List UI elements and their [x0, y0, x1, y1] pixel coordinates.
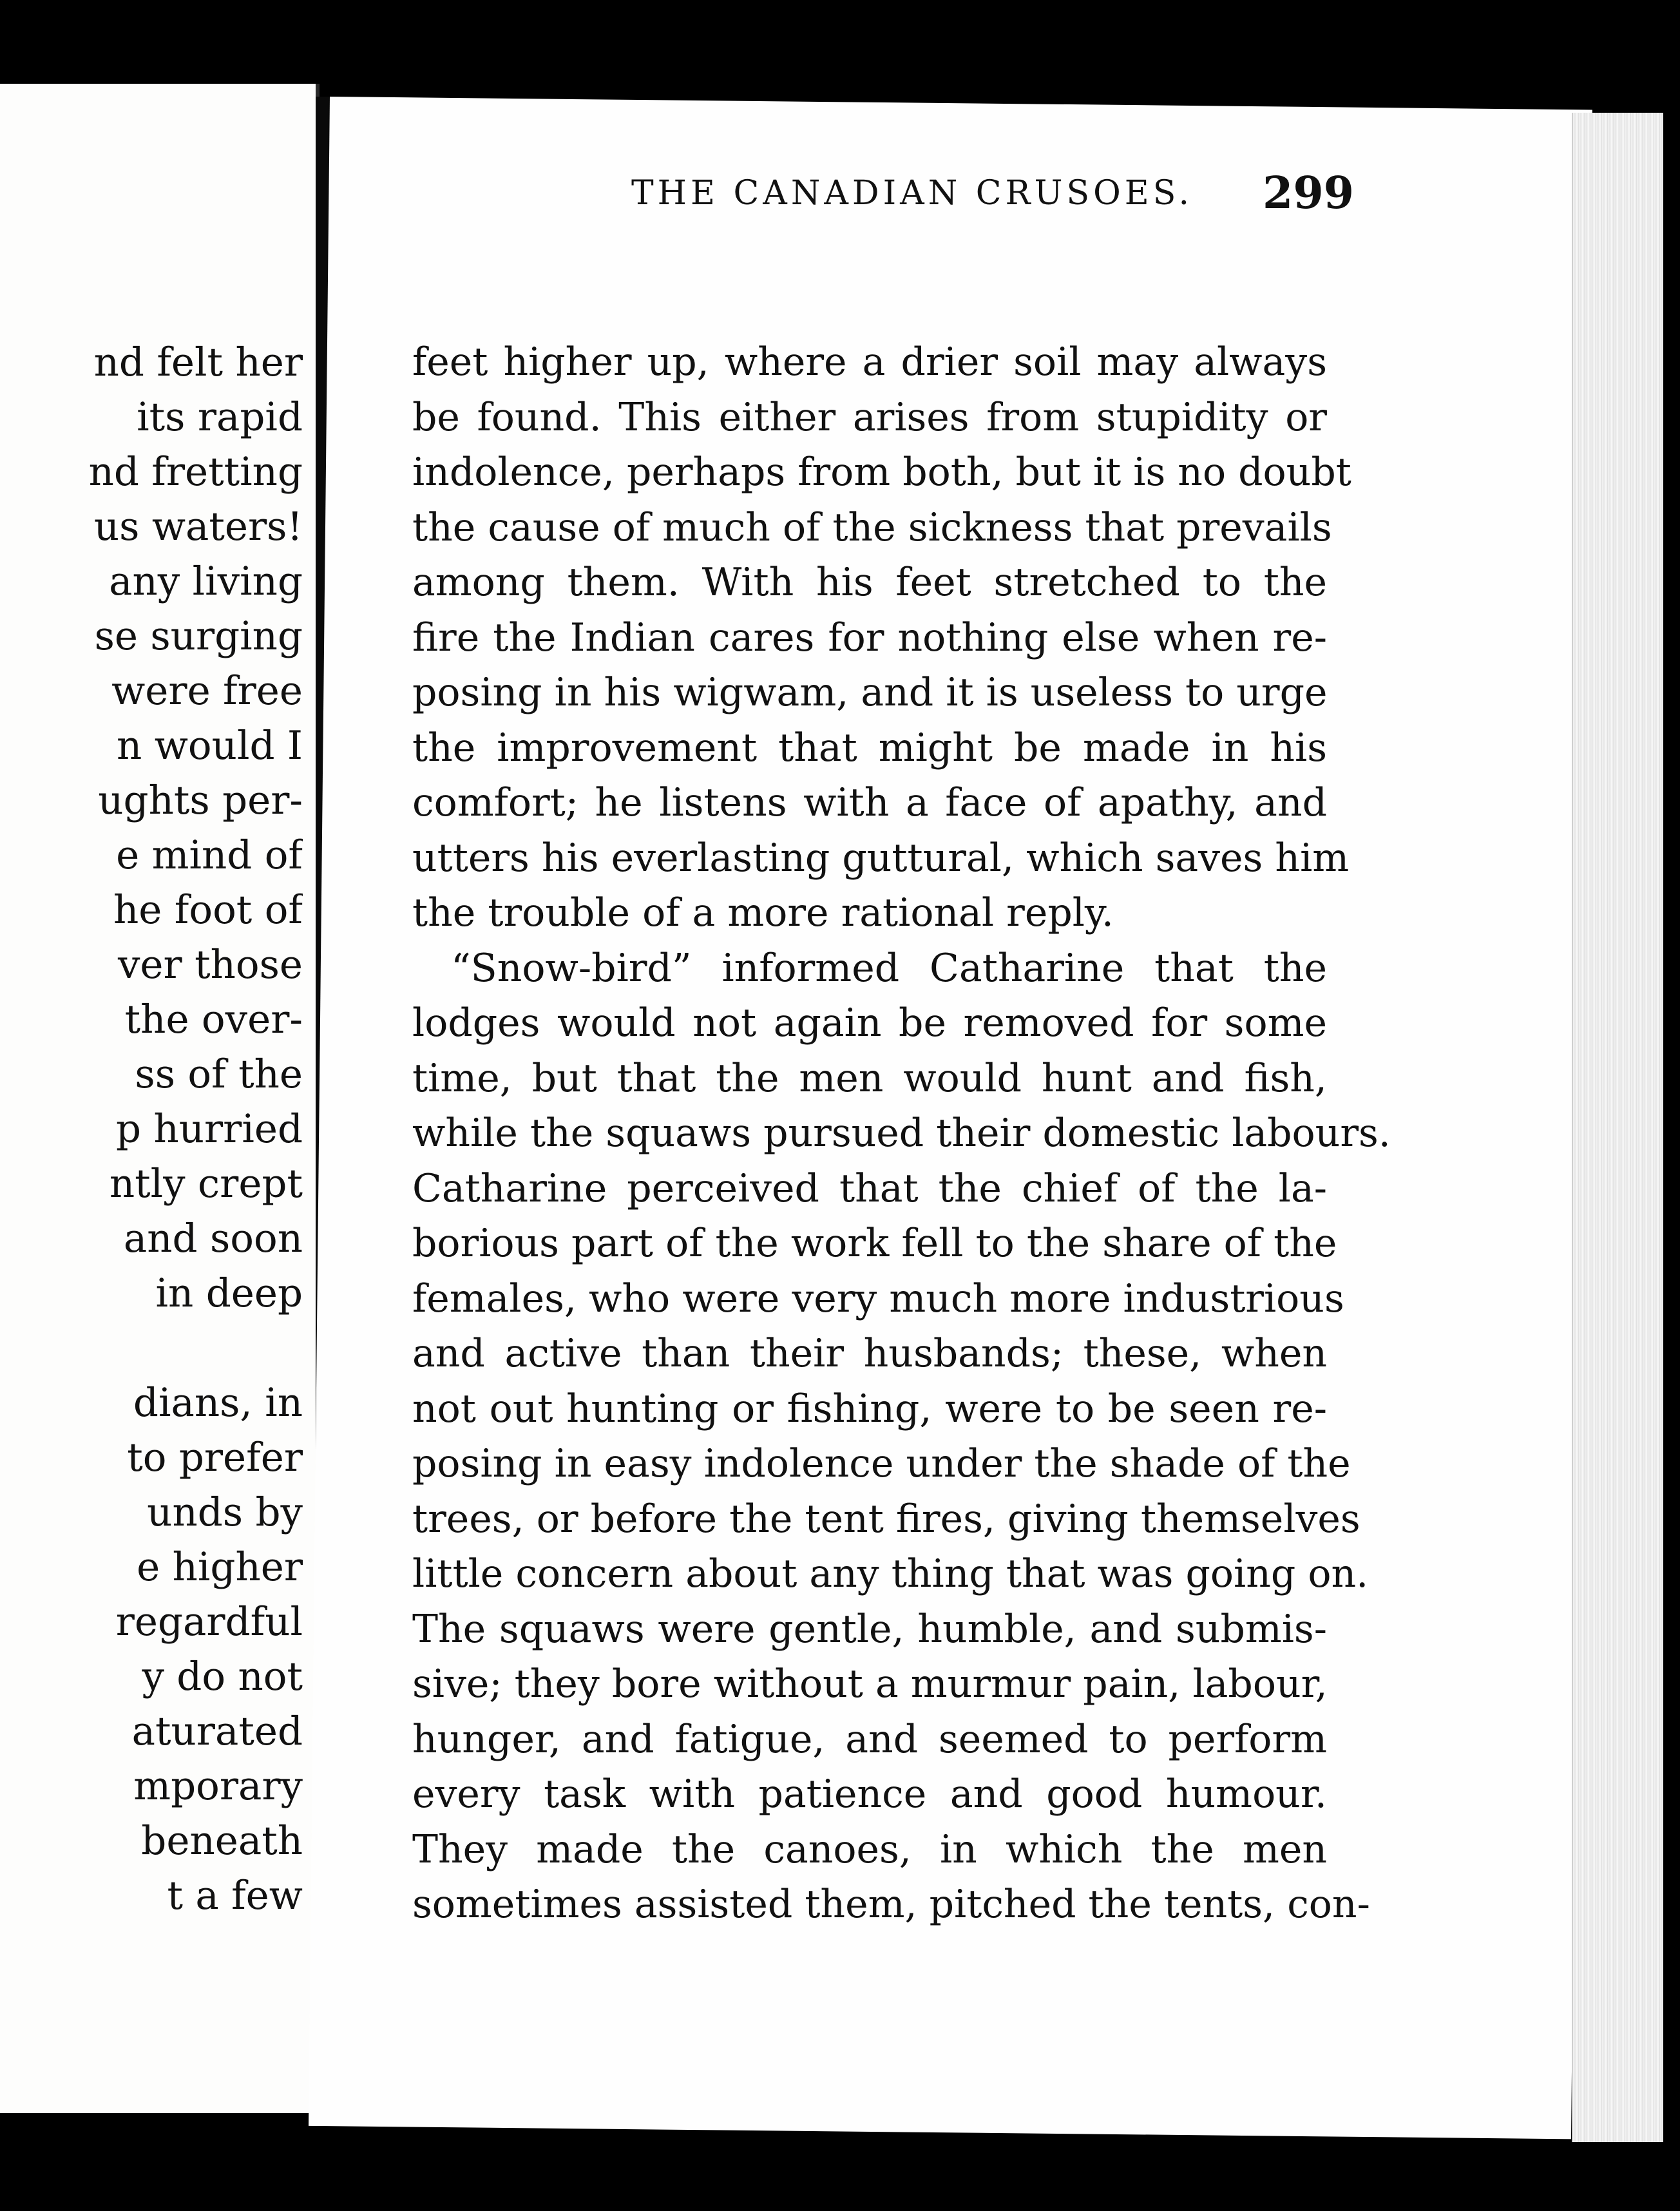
left-line: p hurried	[116, 1106, 303, 1152]
text-line: the improvement that might be made in his	[412, 725, 1327, 770]
left-line: the over-	[124, 997, 303, 1042]
left-line: nd fretting	[88, 449, 303, 495]
left-line: its rapid	[137, 394, 303, 440]
left-line	[0, 1321, 303, 1375]
left-page-text	[0, 335, 303, 1923]
text-line: posing in his wigwam, and it is useless to urge	[412, 670, 1328, 715]
text-line: little concern about any thing that was going on.	[412, 1551, 1369, 1596]
left-line: were free	[111, 668, 303, 714]
text-line: The squaws were gentle, humble, and submis-	[412, 1606, 1327, 1652]
left-line: nd felt her	[93, 340, 303, 385]
text-line: indolence, perhaps from both, but it is no doubt	[412, 450, 1351, 495]
left-page	[0, 84, 320, 2113]
left-line: ntly crept	[109, 1161, 303, 1207]
left-line: aturated	[131, 1708, 303, 1754]
text-line: every task with patience and good humour.	[412, 1772, 1327, 1817]
left-line: he foot of	[113, 887, 303, 933]
text-line: sometimes assisted them, pitched the tents, con-	[412, 1882, 1370, 1927]
text-line: females, who were very much more industrious	[412, 1276, 1344, 1321]
left-line: e mind of	[116, 832, 303, 878]
text-line: lodges would not again be removed for some	[412, 1000, 1327, 1046]
left-line: any living	[109, 559, 303, 604]
text-line: fire the Indian cares for nothing else when re-	[412, 615, 1327, 660]
text-line: among them. With his feet stretched to the	[412, 560, 1327, 605]
left-line: ughts per-	[98, 778, 303, 823]
text-line: feet higher up, where a drier soil may always	[412, 340, 1327, 385]
text-line: the trouble of a more rational reply.	[412, 890, 1114, 935]
text-line: hunger, and fatigue, and seemed to perform	[412, 1716, 1327, 1762]
left-line: us waters!	[93, 504, 303, 550]
left-line: ver those	[117, 942, 303, 988]
right-page-text	[412, 335, 1391, 1933]
text-line: and active than their husbands; these, when	[412, 1331, 1327, 1376]
text-line: while the squaws pursued their domestic labours.	[412, 1111, 1391, 1156]
left-line: and soon	[123, 1216, 303, 1261]
left-line: e higher	[137, 1544, 303, 1590]
text-line: trees, or before the tent fires, giving themselves	[412, 1496, 1360, 1542]
page-number: 299	[1263, 168, 1354, 219]
text-line: borious part of the work fell to the share of the	[412, 1221, 1337, 1266]
page-fore-edge	[1572, 113, 1663, 2142]
left-line: ss of the	[135, 1051, 303, 1097]
text-line: Catharine perceived that the chief of the la-	[412, 1165, 1327, 1211]
left-line: t a few	[167, 1873, 303, 1919]
left-line: in deep	[155, 1270, 303, 1316]
text-line: not out hunting or fishing, were to be seen re-	[412, 1386, 1327, 1431]
running-head	[309, 168, 1354, 225]
text-line: the cause of much of the sickness that prevails	[412, 504, 1332, 550]
text-line: be found. This either arises from stupidity or	[412, 394, 1327, 440]
left-line: y do not	[142, 1654, 303, 1699]
text-line: They made the canoes, in which the men	[412, 1826, 1327, 1872]
text-line: utters his everlasting guttural, which saves him	[412, 835, 1350, 881]
left-line: mporary	[133, 1763, 303, 1809]
text-line: sive; they bore without a murmur pain, labour,	[412, 1661, 1328, 1707]
left-line: to prefer	[127, 1435, 303, 1480]
left-line: beneath	[141, 1818, 303, 1864]
left-line: n would I	[117, 723, 303, 769]
left-line: regardful	[115, 1599, 303, 1645]
left-line: dians, in	[133, 1380, 303, 1426]
text-line: time, but that the men would hunt and fish,	[412, 1055, 1327, 1101]
running-title: THE CANADIAN CRUSOES.	[631, 174, 1194, 213]
text-line: posing in easy indolence under the shade of the	[412, 1441, 1351, 1486]
left-line: se surging	[94, 613, 303, 659]
text-line: “Snow-bird” informed Catharine that the	[451, 945, 1327, 991]
left-line: unds by	[147, 1489, 303, 1535]
text-line: comfort; he listens with a face of apathy, and	[412, 780, 1327, 825]
